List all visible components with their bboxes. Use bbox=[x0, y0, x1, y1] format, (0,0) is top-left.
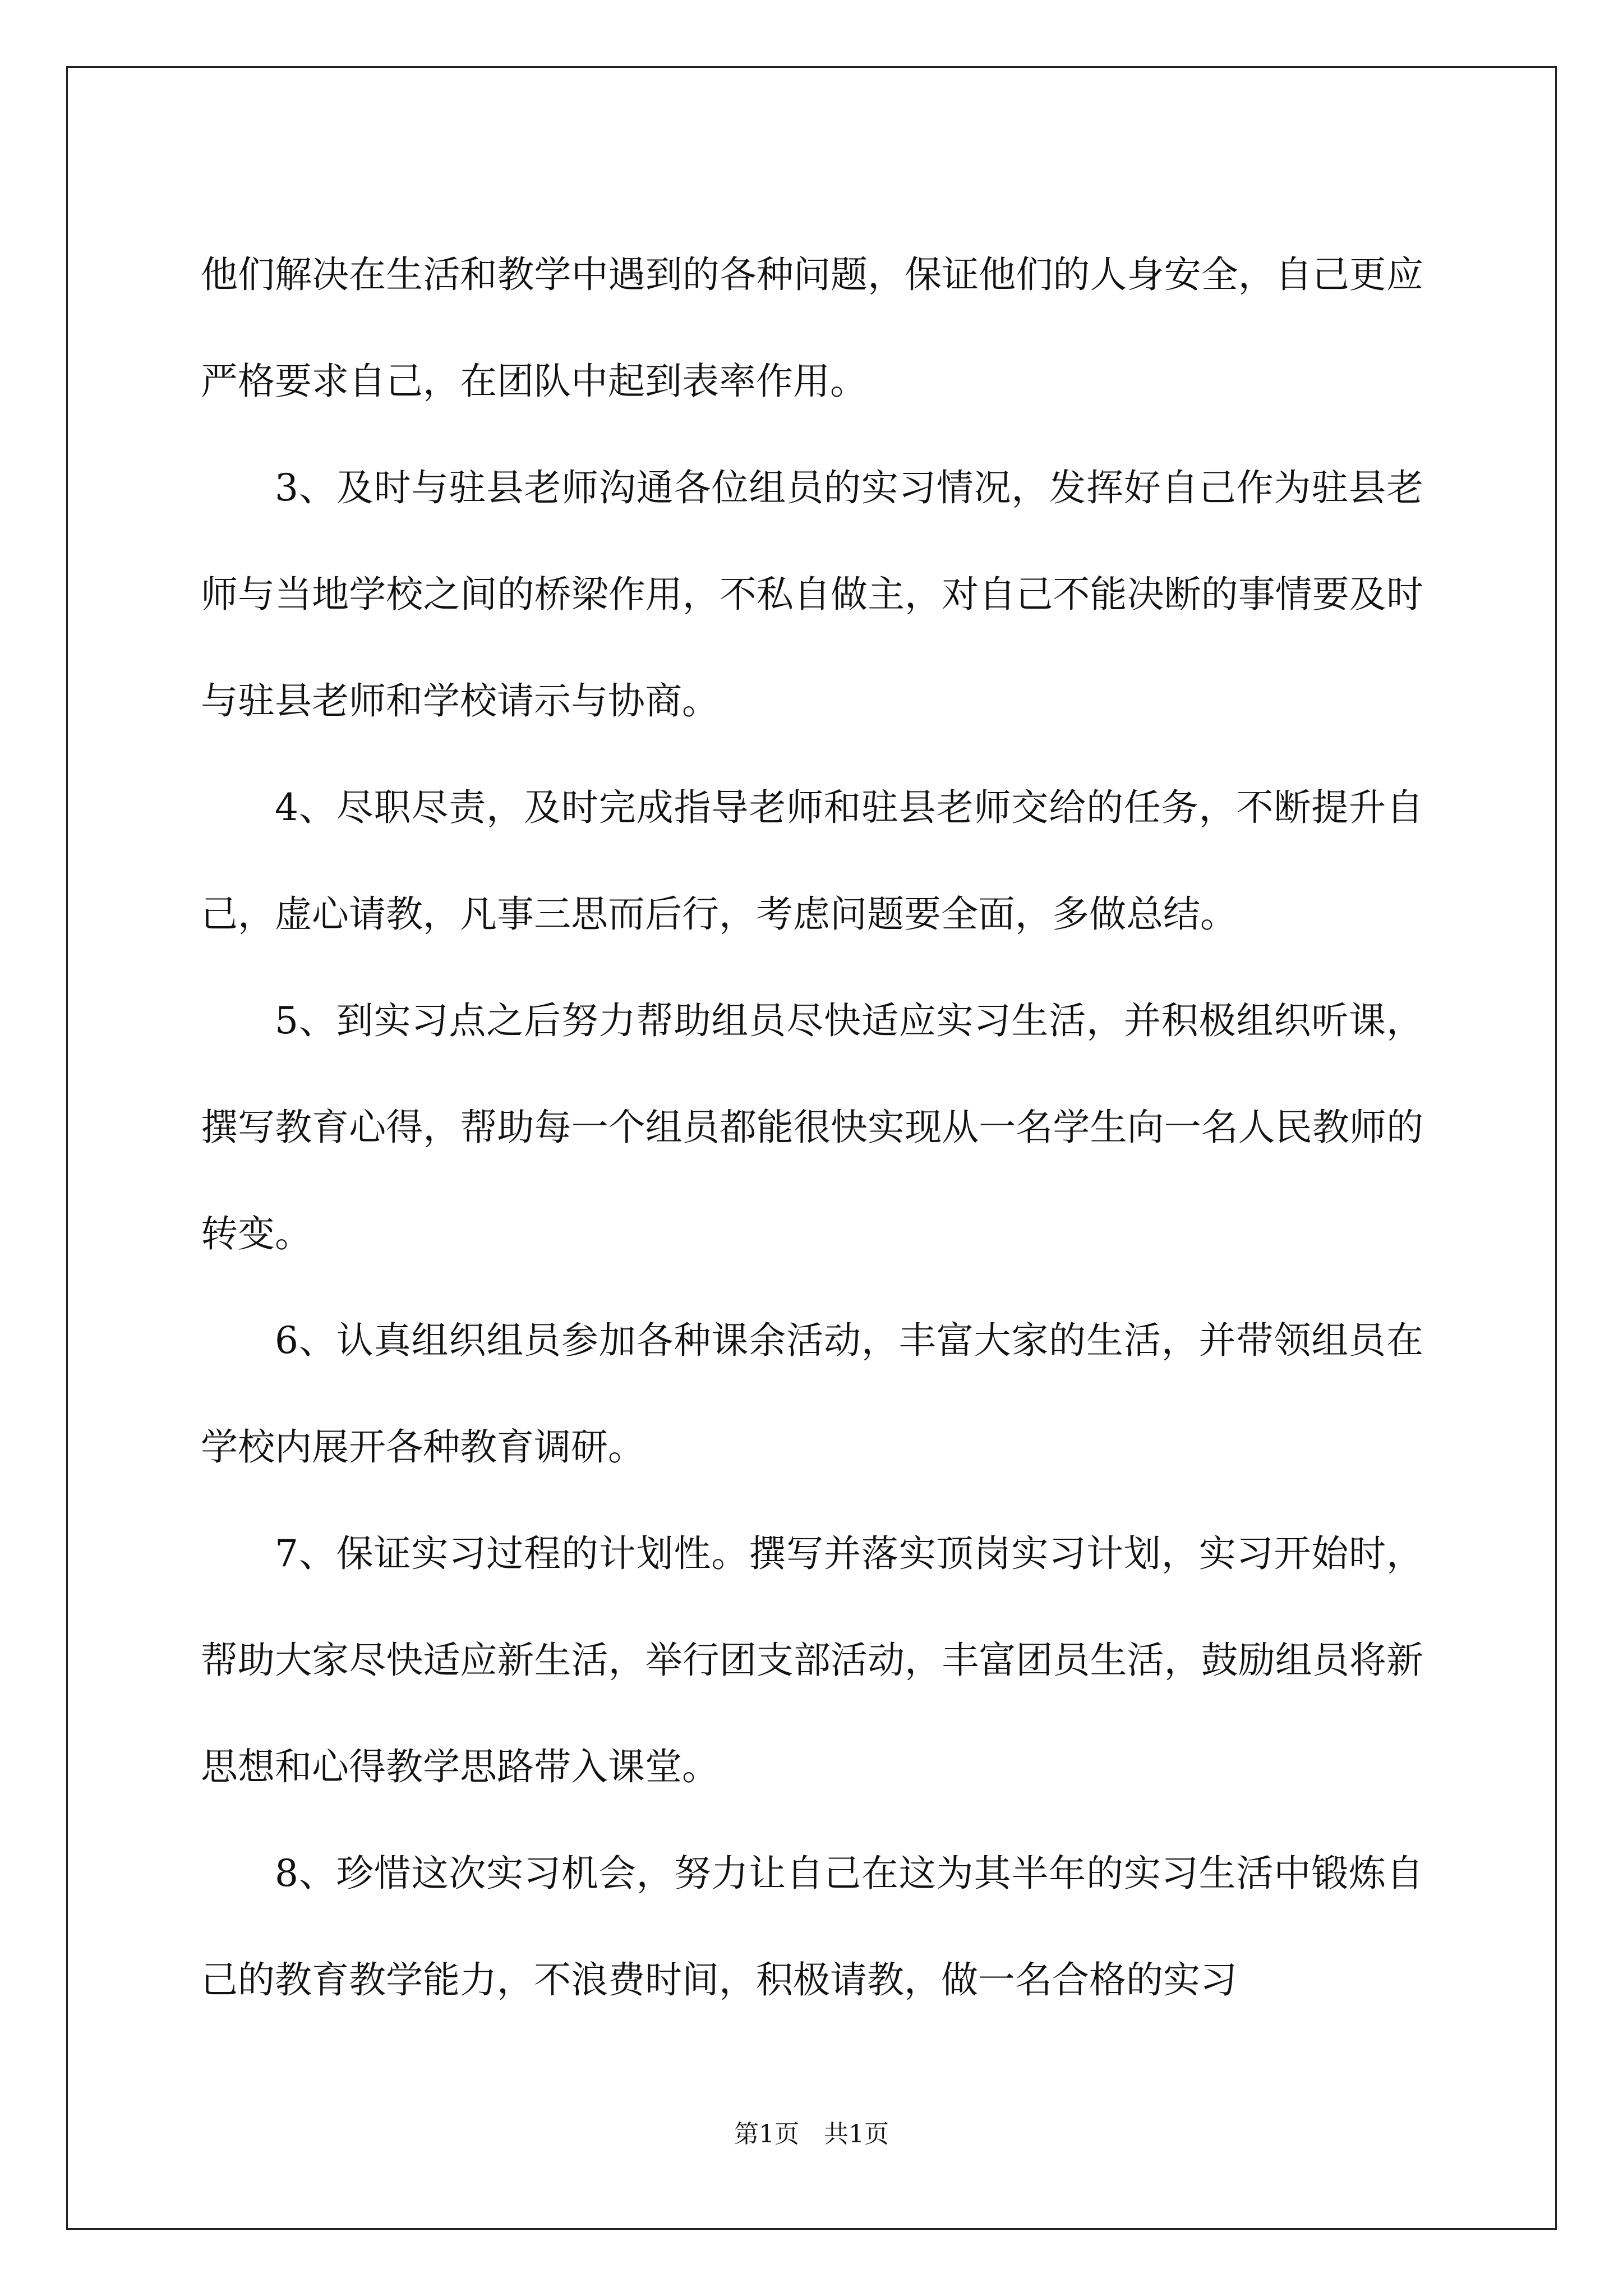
paragraph-item-4: 4、尽职尽责，及时完成指导老师和驻县老师交给的任务，不断提升自己，虚心请教，凡事三思而后行，考虑问题要全面，多做总结。 bbox=[201, 786, 1423, 936]
paragraph-item-6: 6、认真组织组员参加各种课余活动，丰富大家的生活，并带领组员在学校内展开各种教育调研。 bbox=[201, 1319, 1423, 1469]
paragraph-item-8: 8、珍惜这次实习机会，努力让自己在这为其半年的实习生活中锻炼自己的教育教学能力，不浪费时间，积极请教，做一名合格的实习 bbox=[201, 1852, 1423, 2001]
page-footer: 第1页 共1页 bbox=[734, 2120, 889, 2148]
paragraph-item-3: 3、及时与驻县老师沟通各位组员的实习情况，发挥好自己作为驻县老师与当地学校之间的桥梁作用，不私自做主，对自己不能决断的事情要及时与驻县老师和学校请示与协商。 bbox=[201, 466, 1423, 723]
paragraph-item-7: 7、保证实习过程的计划性。撰写并落实顶岗实习计划，实习开始时，帮助大家尽快适应新生活，举行团支部活动，丰富团员生活，鼓励组员将新思想和心得教学思路带入课堂。 bbox=[201, 1532, 1423, 1788]
paragraph-item-5: 5、到实习点之后努力帮助组员尽快适应实习生活，并积极组织听课，撰写教育心得，帮助每一个组员都能很快实现从一名学生向一名人民教师的转变。 bbox=[201, 999, 1423, 1255]
document-body bbox=[201, 222, 1423, 2033]
paragraph-continued: 他们解决在生活和教学中遇到的各种问题，保证他们的人身安全，自己更应严格要求自己，在团队中起到表率作用。 bbox=[201, 253, 1423, 403]
